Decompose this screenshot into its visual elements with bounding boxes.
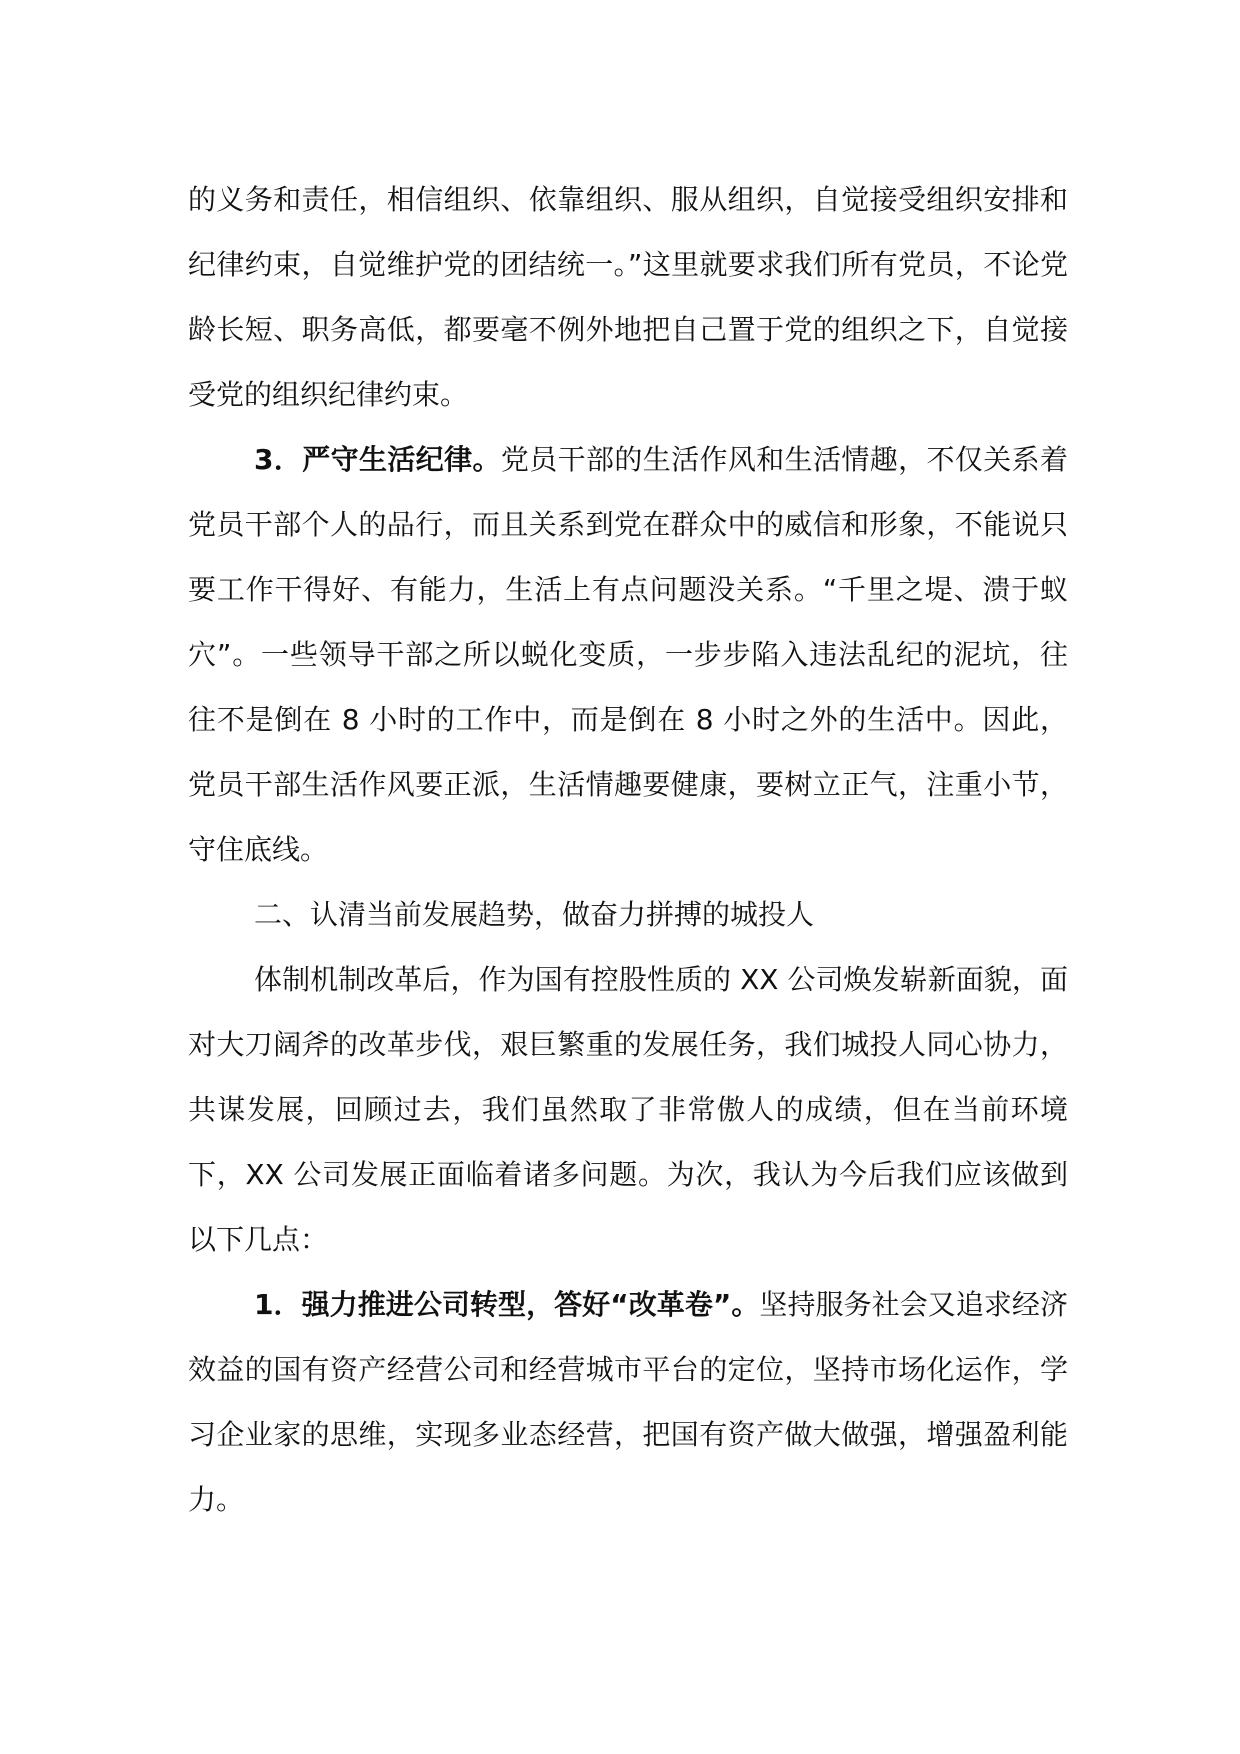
paragraph-life-discipline bbox=[188, 427, 1068, 882]
paragraph-heading: 1．强力推进公司转型，答好“改革卷”。 bbox=[254, 1288, 760, 1321]
document-body bbox=[188, 167, 1068, 1532]
paragraph-text: 党员干部的生活作风和生活情趣，不仅关系着党员干部个人的品行，而且关系到党在群众中的威信和形象，不能说只要工作干得好、有能力，生活上有点问题没关系。“千里之堤、溃于蚁穴”。一些领导干部之所以蜕化变质，一步步陷入违法乱纪的泥坑，往往不是倒在 8 小时的工作中，而是倒在 8 小时之外的生活中。因此，党员干部生活作风要正派，生活情趣要健康，要树立正气，注重小节，守住底线。 bbox=[188, 443, 1068, 866]
paragraph-reform bbox=[188, 947, 1068, 1272]
paragraph-heading: 3．严守生活纪律。 bbox=[254, 443, 501, 476]
paragraph-text: 坚持服务社会又追求经济效益的国有资产经营公司和经营城市平台的定位，坚持市场化运作，学习企业家的思维，实现多业态经营，把国有资产做大做强，增强盈利能力。 bbox=[188, 1288, 1068, 1516]
paragraph-continuation bbox=[188, 167, 1068, 427]
section-heading-text: 二、认清当前发展趋势，做奋力拼搏的城投人 bbox=[254, 898, 815, 931]
paragraph-transformation bbox=[188, 1272, 1068, 1532]
paragraph-text: 的义务和责任，相信组织、依靠组织、服从组织，自觉接受组织安排和纪律约束，自觉维护党的团结统一。”这里就要求我们所有党员，不论党龄长短、职务高低，都要毫不例外地把自己置于党的组织之下，自觉接受党的组织纪律约束。 bbox=[188, 183, 1068, 411]
paragraph-text: 体制机制改革后，作为国有控股性质的 XX 公司焕发崭新面貌，面对大刀阔斧的改革步伐，艰巨繁重的发展任务，我们城投人同心协力，共谋发展，回顾过去，我们虽然取了非常傲人的成绩，但在当前环境下，XX 公司发展正面临着诸多问题。为次，我认为今后我们应该做到以下几点： bbox=[188, 963, 1068, 1256]
section-heading-2 bbox=[188, 882, 1068, 947]
